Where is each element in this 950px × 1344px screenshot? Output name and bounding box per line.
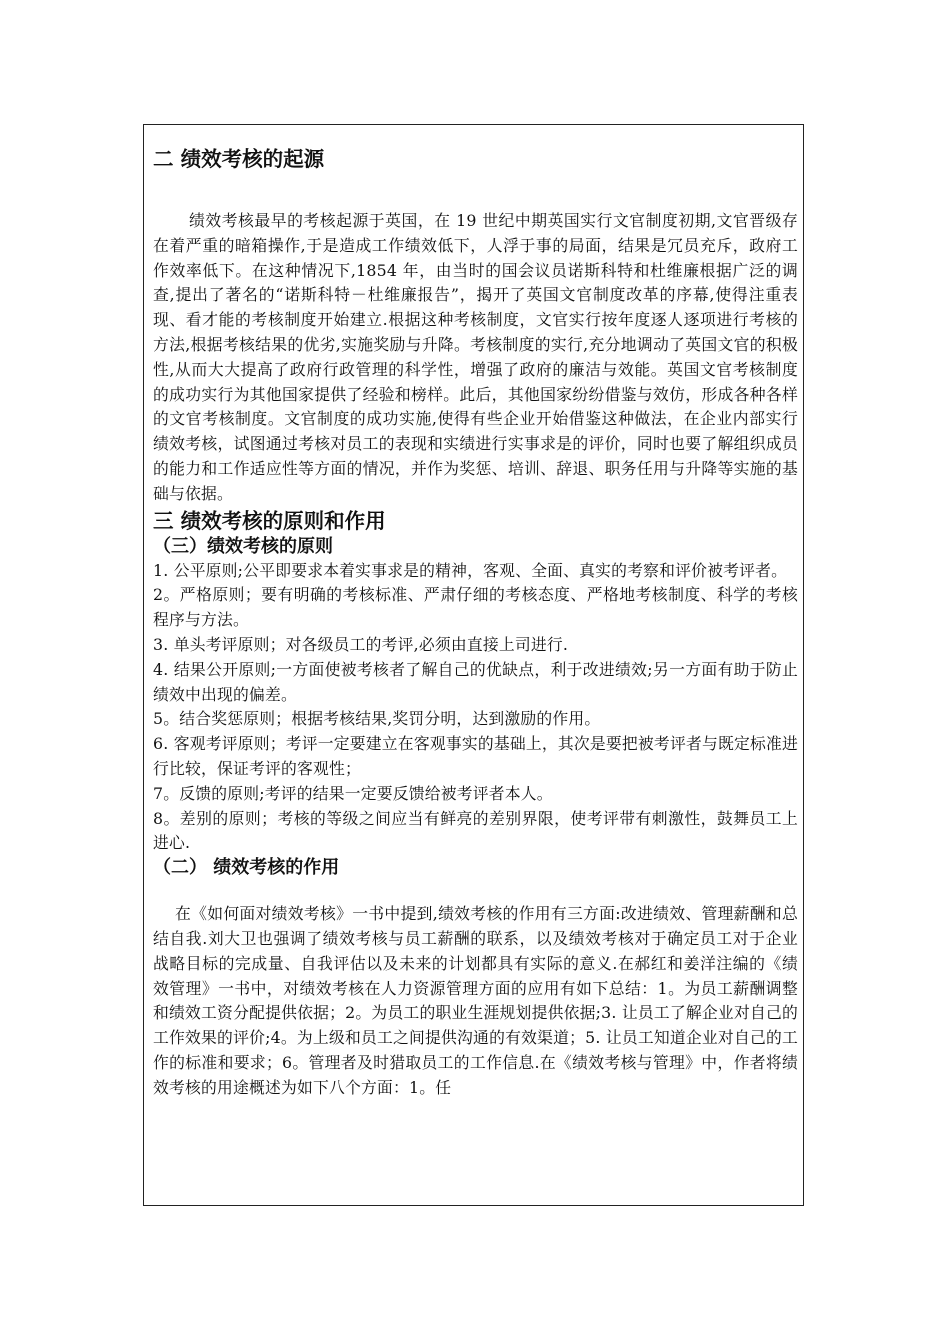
principles-list xyxy=(153,559,798,857)
document-frame xyxy=(143,124,804,1206)
principle-item: 2。严格原则；要有明确的考核标准、严肃仔细的考核态度、严格地考核制度、科学的考核程序与方法。 xyxy=(153,585,798,630)
section-2-heading: 二 绩效考核的起源 xyxy=(153,147,325,171)
functions-paragraph: 在《如何面对绩效考核》一书中提到,绩效考核的作用有三方面:改进绩效、管理薪酬和总结自我.刘大卫也强调了绩效考核与员工薪酬的联系，以及绩效考核对于确定员工对于企业战略目标的完成量、自我评估以及未来的计划都具有实际的意义.在郝红和姜洋注编的《绩效管理》一书中，对绩效考核在人力资源管理方面的应用有如下总结：1。为员工薪酬调整和绩效工资分配提供依据；2。为员工的职业生涯规划提供依据;3. 让员工了解企业对自己的工作效果的评价;4。为上级和员工之间提供沟通的有效渠道；5. 让员工知道企业对自己的工作的标准和要求；6。管理者及时猎取员工的工作信息.在《绩效考核与管理》中，作者将绩效考核的用途概述为如下八个方面：1。任 xyxy=(153,904,798,1097)
functions-subheading: （二） 绩效考核的作用 xyxy=(153,857,340,879)
principle-item: 7。反馈的原则;考评的结果一定要反馈给被考评者本人。 xyxy=(153,783,553,803)
document-content xyxy=(153,145,798,1101)
principle-item: 4. 结果公开原则;一方面使被考核者了解自己的优缺点，利于改进绩效;另一方面有助于防止绩效中出现的偏差。 xyxy=(153,659,798,704)
section-3-heading: 三 绩效考核的原则和作用 xyxy=(153,508,386,533)
principle-item: 1. 公平原则;公平即要求本着实事求是的精神，客观、全面、真实的考察和评价被考评者。 xyxy=(153,560,788,580)
principle-item: 8。差别的原则；考核的等级之间应当有鲜亮的差别界限，使考评带有刺激性，鼓舞员工上进心. xyxy=(153,808,798,853)
principle-item: 3. 单头考评原则；对各级员工的考评,必须由直接上司进行. xyxy=(153,634,569,654)
principle-item: 6. 客观考评原则；考评一定要建立在客观事实的基础上，其次是要把被考评者与既定标准进行比较，保证考评的客观性； xyxy=(153,734,798,778)
principle-item: 5。结合奖惩原则；根据考核结果,奖罚分明，达到激励的作用。 xyxy=(153,709,601,729)
section-2-paragraph: 绩效考核最早的考核起源于英国，在 19 世纪中期英国实行文官制度初期,文官晋级存在着严重的暗箱操作,于是造成工作绩效低下，人浮于事的局面，结果是冗员充斥，政府工作效率低下。在这种情况下,1854 年，由当时的国会议员诺斯科特和杜维廉根据广泛的调查,提出了著名的“诺斯科特－杜维廉报告”，揭开了英国文官制度改革的序幕,使得注重表现、看才能的考核制度开始建立.根据这种考核制度，文官实行按年度逐人逐项进行考核的方法,根据考核结果的优劣,实施奖励与升降。考核制度的实行,充分地调动了英国文官的积极性,从而大大提高了政府行政管理的科学性，增强了政府的廉洁与效能。英国文官考核制度的成功实行为其他国家提供了经验和榜样。此后，其他国家纷纷借鉴与效仿，形成各种各样的文官考核制度。文官制度的成功实施,使得有些企业开始借鉴这种做法，在企业内部实行绩效考核，试图通过考核对员工的表现和实绩进行实事求是的评价，同时也要了解组织成员的能力和工作适应性等方面的情况，并作为奖惩、培训、辞退、职务任用与升降等实施的基础与依据。 xyxy=(153,211,798,503)
principles-subheading: （三）绩效考核的原则 xyxy=(153,535,333,557)
